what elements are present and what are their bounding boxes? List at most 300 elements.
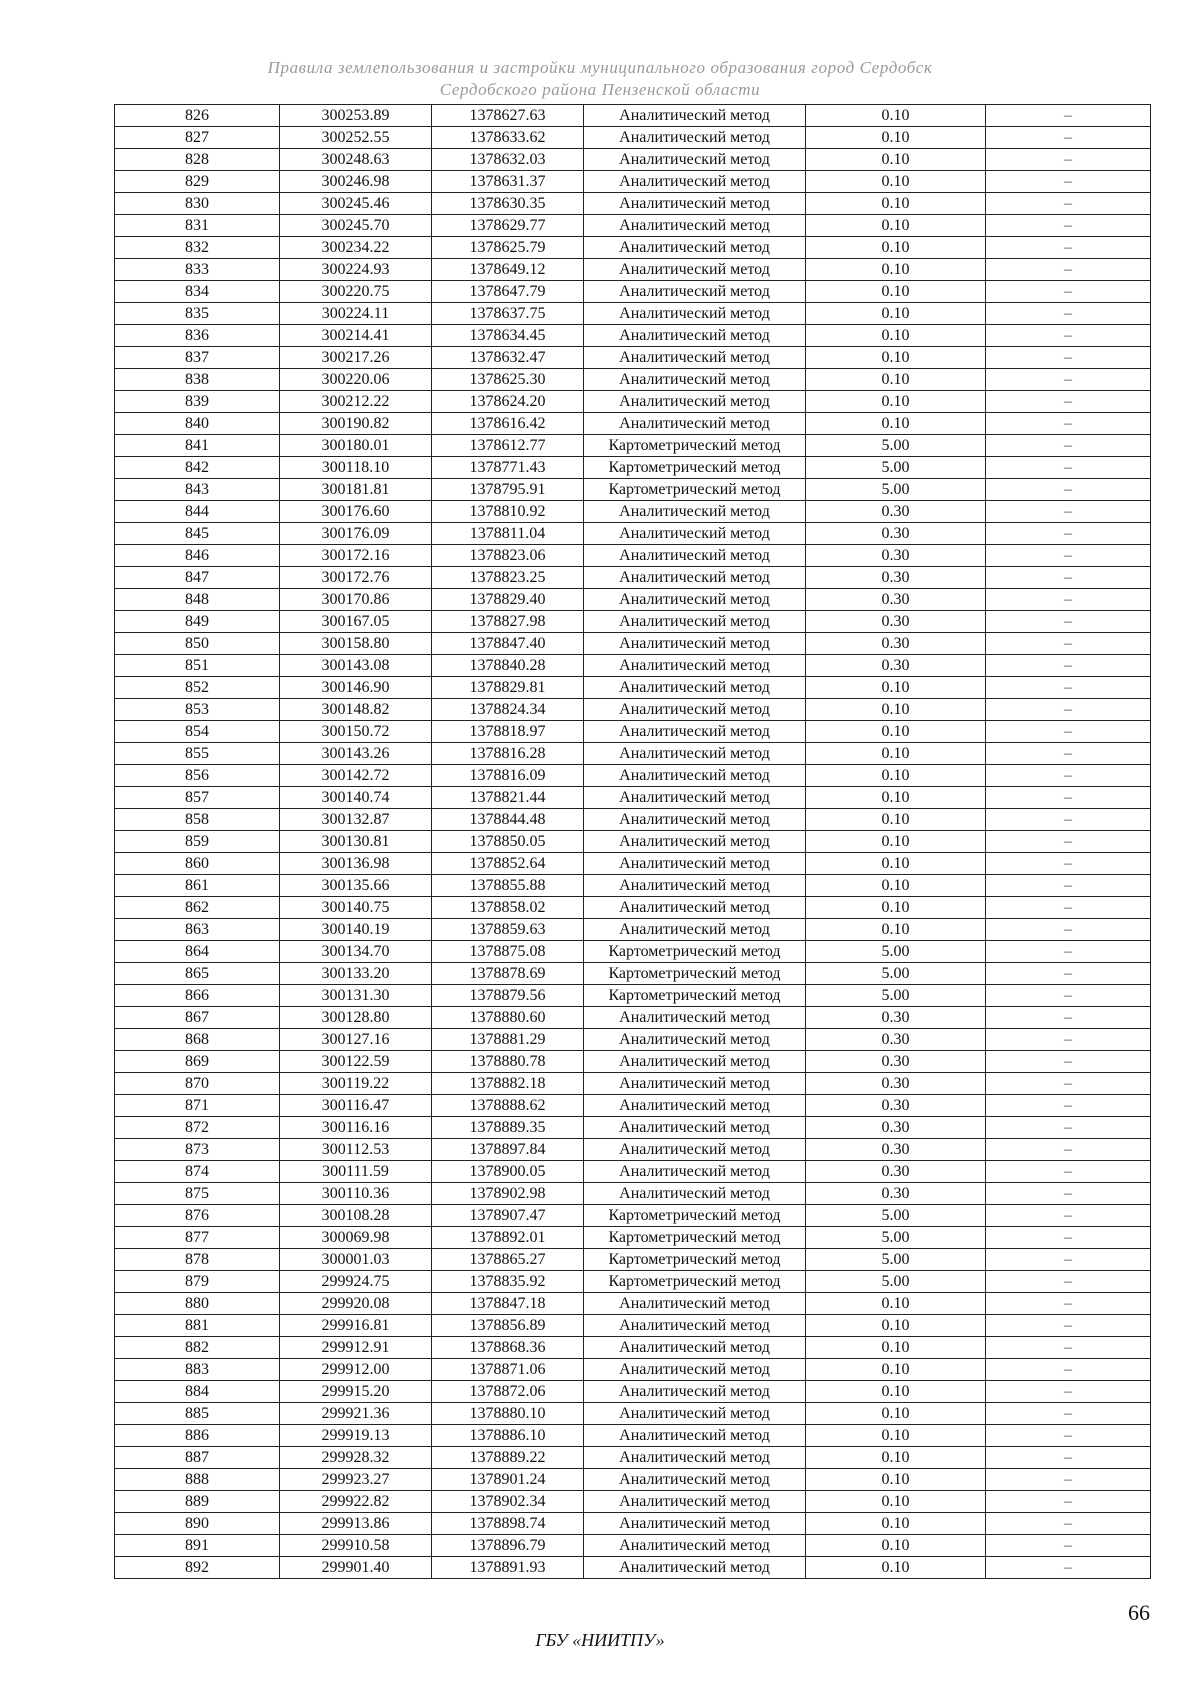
description-cell: – — [986, 787, 1151, 809]
accuracy-cell: 0.10 — [806, 721, 986, 743]
x-coordinate-cell: 300131.30 — [280, 985, 432, 1007]
table-row — [115, 655, 1151, 677]
accuracy-cell: 5.00 — [806, 435, 986, 457]
description-cell: – — [986, 259, 1151, 281]
point-number-cell: 848 — [115, 589, 280, 611]
description-cell: – — [986, 523, 1151, 545]
point-number-cell: 888 — [115, 1469, 280, 1491]
point-number-cell: 860 — [115, 853, 280, 875]
point-number-cell: 889 — [115, 1491, 280, 1513]
point-number-cell: 844 — [115, 501, 280, 523]
table-row — [115, 919, 1151, 941]
y-coordinate-cell: 1378827.98 — [432, 611, 584, 633]
accuracy-cell: 0.10 — [806, 369, 986, 391]
x-coordinate-cell: 300140.19 — [280, 919, 432, 941]
x-coordinate-cell: 299923.27 — [280, 1469, 432, 1491]
description-cell: – — [986, 1007, 1151, 1029]
table-row — [115, 1183, 1151, 1205]
method-cell: Аналитический метод — [584, 215, 806, 237]
point-number-cell: 880 — [115, 1293, 280, 1315]
description-cell: – — [986, 1403, 1151, 1425]
point-number-cell: 827 — [115, 127, 280, 149]
point-number-cell: 845 — [115, 523, 280, 545]
description-cell: – — [986, 1161, 1151, 1183]
y-coordinate-cell: 1378634.45 — [432, 325, 584, 347]
y-coordinate-cell: 1378902.34 — [432, 1491, 584, 1513]
method-cell: Аналитический метод — [584, 1447, 806, 1469]
method-cell: Аналитический метод — [584, 523, 806, 545]
x-coordinate-cell: 300135.66 — [280, 875, 432, 897]
method-cell: Аналитический метод — [584, 347, 806, 369]
method-cell: Картометрический метод — [584, 435, 806, 457]
point-number-cell: 878 — [115, 1249, 280, 1271]
table-row — [115, 1447, 1151, 1469]
method-cell: Аналитический метод — [584, 281, 806, 303]
x-coordinate-cell: 300119.22 — [280, 1073, 432, 1095]
y-coordinate-cell: 1378649.12 — [432, 259, 584, 281]
y-coordinate-cell: 1378882.18 — [432, 1073, 584, 1095]
accuracy-cell: 0.30 — [806, 1117, 986, 1139]
table-row — [115, 1491, 1151, 1513]
description-cell: – — [986, 1271, 1151, 1293]
x-coordinate-cell: 300116.16 — [280, 1117, 432, 1139]
description-cell: – — [986, 1491, 1151, 1513]
table-row — [115, 545, 1151, 567]
x-coordinate-cell: 300116.47 — [280, 1095, 432, 1117]
table-row — [115, 237, 1151, 259]
accuracy-cell: 0.30 — [806, 589, 986, 611]
table-row — [115, 1557, 1151, 1579]
description-cell: – — [986, 875, 1151, 897]
table-row — [115, 1403, 1151, 1425]
y-coordinate-cell: 1378847.40 — [432, 633, 584, 655]
description-cell: – — [986, 919, 1151, 941]
y-coordinate-cell: 1378631.37 — [432, 171, 584, 193]
y-coordinate-cell: 1378868.36 — [432, 1337, 584, 1359]
x-coordinate-cell: 299921.36 — [280, 1403, 432, 1425]
table-row — [115, 1227, 1151, 1249]
description-cell: – — [986, 149, 1151, 171]
method-cell: Аналитический метод — [584, 149, 806, 171]
point-number-cell: 849 — [115, 611, 280, 633]
accuracy-cell: 0.30 — [806, 633, 986, 655]
table-row — [115, 875, 1151, 897]
y-coordinate-cell: 1378896.79 — [432, 1535, 584, 1557]
description-cell: – — [986, 237, 1151, 259]
x-coordinate-cell: 299910.58 — [280, 1535, 432, 1557]
y-coordinate-cell: 1378823.06 — [432, 545, 584, 567]
x-coordinate-cell: 300212.22 — [280, 391, 432, 413]
method-cell: Картометрический метод — [584, 1205, 806, 1227]
y-coordinate-cell: 1378824.34 — [432, 699, 584, 721]
table-row — [115, 941, 1151, 963]
description-cell: – — [986, 1425, 1151, 1447]
method-cell: Аналитический метод — [584, 259, 806, 281]
table-row — [115, 1029, 1151, 1051]
x-coordinate-cell: 300253.89 — [280, 105, 432, 127]
accuracy-cell: 0.30 — [806, 1183, 986, 1205]
table-row — [115, 743, 1151, 765]
y-coordinate-cell: 1378829.40 — [432, 589, 584, 611]
point-number-cell: 873 — [115, 1139, 280, 1161]
method-cell: Аналитический метод — [584, 919, 806, 941]
method-cell: Аналитический метод — [584, 809, 806, 831]
x-coordinate-cell: 300245.70 — [280, 215, 432, 237]
y-coordinate-cell: 1378795.91 — [432, 479, 584, 501]
description-cell: – — [986, 1469, 1151, 1491]
coordinates-table — [114, 104, 1151, 1579]
point-number-cell: 852 — [115, 677, 280, 699]
method-cell: Аналитический метод — [584, 655, 806, 677]
point-number-cell: 876 — [115, 1205, 280, 1227]
description-cell: – — [986, 567, 1151, 589]
description-cell: – — [986, 743, 1151, 765]
accuracy-cell: 0.10 — [806, 347, 986, 369]
y-coordinate-cell: 1378624.20 — [432, 391, 584, 413]
x-coordinate-cell: 300181.81 — [280, 479, 432, 501]
table-row — [115, 325, 1151, 347]
x-coordinate-cell: 300190.82 — [280, 413, 432, 435]
y-coordinate-cell: 1378859.63 — [432, 919, 584, 941]
table-row — [115, 1249, 1151, 1271]
table-row — [115, 633, 1151, 655]
description-cell: – — [986, 831, 1151, 853]
description-cell: – — [986, 1117, 1151, 1139]
table-row — [115, 1381, 1151, 1403]
description-cell: – — [986, 721, 1151, 743]
accuracy-cell: 0.10 — [806, 171, 986, 193]
method-cell: Аналитический метод — [584, 1491, 806, 1513]
accuracy-cell: 5.00 — [806, 941, 986, 963]
accuracy-cell: 0.10 — [806, 1513, 986, 1535]
y-coordinate-cell: 1378855.88 — [432, 875, 584, 897]
point-number-cell: 882 — [115, 1337, 280, 1359]
method-cell: Аналитический метод — [584, 1337, 806, 1359]
y-coordinate-cell: 1378771.43 — [432, 457, 584, 479]
table-row — [115, 1051, 1151, 1073]
point-number-cell: 883 — [115, 1359, 280, 1381]
description-cell: – — [986, 347, 1151, 369]
accuracy-cell: 0.10 — [806, 193, 986, 215]
x-coordinate-cell: 300248.63 — [280, 149, 432, 171]
y-coordinate-cell: 1378878.69 — [432, 963, 584, 985]
description-cell: – — [986, 281, 1151, 303]
method-cell: Аналитический метод — [584, 1381, 806, 1403]
y-coordinate-cell: 1378629.77 — [432, 215, 584, 237]
x-coordinate-cell: 300224.93 — [280, 259, 432, 281]
x-coordinate-cell: 300214.41 — [280, 325, 432, 347]
y-coordinate-cell: 1378844.48 — [432, 809, 584, 831]
x-coordinate-cell: 300158.80 — [280, 633, 432, 655]
y-coordinate-cell: 1378907.47 — [432, 1205, 584, 1227]
point-number-cell: 826 — [115, 105, 280, 127]
y-coordinate-cell: 1378810.92 — [432, 501, 584, 523]
method-cell: Аналитический метод — [584, 369, 806, 391]
table-row — [115, 985, 1151, 1007]
table-row — [115, 765, 1151, 787]
method-cell: Аналитический метод — [584, 1007, 806, 1029]
point-number-cell: 865 — [115, 963, 280, 985]
y-coordinate-cell: 1378900.05 — [432, 1161, 584, 1183]
accuracy-cell: 0.10 — [806, 1403, 986, 1425]
accuracy-cell: 0.10 — [806, 303, 986, 325]
x-coordinate-cell: 300220.75 — [280, 281, 432, 303]
accuracy-cell: 0.10 — [806, 1381, 986, 1403]
point-number-cell: 862 — [115, 897, 280, 919]
point-number-cell: 837 — [115, 347, 280, 369]
accuracy-cell: 0.10 — [806, 831, 986, 853]
point-number-cell: 874 — [115, 1161, 280, 1183]
y-coordinate-cell: 1378902.98 — [432, 1183, 584, 1205]
accuracy-cell: 0.30 — [806, 1029, 986, 1051]
accuracy-cell: 0.10 — [806, 413, 986, 435]
x-coordinate-cell: 299928.32 — [280, 1447, 432, 1469]
method-cell: Аналитический метод — [584, 1095, 806, 1117]
method-cell: Аналитический метод — [584, 501, 806, 523]
accuracy-cell: 0.10 — [806, 1315, 986, 1337]
method-cell: Аналитический метод — [584, 1359, 806, 1381]
accuracy-cell: 0.10 — [806, 259, 986, 281]
table-row — [115, 1161, 1151, 1183]
method-cell: Аналитический метод — [584, 127, 806, 149]
method-cell: Аналитический метод — [584, 413, 806, 435]
table-row — [115, 105, 1151, 127]
description-cell: – — [986, 809, 1151, 831]
table-row — [115, 831, 1151, 853]
y-coordinate-cell: 1378847.18 — [432, 1293, 584, 1315]
point-number-cell: 838 — [115, 369, 280, 391]
point-number-cell: 843 — [115, 479, 280, 501]
x-coordinate-cell: 300148.82 — [280, 699, 432, 721]
point-number-cell: 834 — [115, 281, 280, 303]
method-cell: Аналитический метод — [584, 589, 806, 611]
accuracy-cell: 0.10 — [806, 105, 986, 127]
point-number-cell: 833 — [115, 259, 280, 281]
x-coordinate-cell: 300140.74 — [280, 787, 432, 809]
running-header-line-1: Правила землепользования и застройки муниципального образования город Сердобск — [267, 58, 933, 77]
table-row — [115, 1205, 1151, 1227]
y-coordinate-cell: 1378889.35 — [432, 1117, 584, 1139]
y-coordinate-cell: 1378856.89 — [432, 1315, 584, 1337]
y-coordinate-cell: 1378632.47 — [432, 347, 584, 369]
x-coordinate-cell: 300140.75 — [280, 897, 432, 919]
point-number-cell: 842 — [115, 457, 280, 479]
method-cell: Аналитический метод — [584, 699, 806, 721]
method-cell: Аналитический метод — [584, 303, 806, 325]
description-cell: – — [986, 391, 1151, 413]
x-coordinate-cell: 300001.03 — [280, 1249, 432, 1271]
table-row — [115, 457, 1151, 479]
y-coordinate-cell: 1378816.28 — [432, 743, 584, 765]
point-number-cell: 886 — [115, 1425, 280, 1447]
description-cell: – — [986, 171, 1151, 193]
accuracy-cell: 0.30 — [806, 523, 986, 545]
accuracy-cell: 0.30 — [806, 1051, 986, 1073]
accuracy-cell: 0.10 — [806, 281, 986, 303]
table-row — [115, 1271, 1151, 1293]
table-row — [115, 677, 1151, 699]
x-coordinate-cell: 299922.82 — [280, 1491, 432, 1513]
method-cell: Аналитический метод — [584, 1161, 806, 1183]
x-coordinate-cell: 300133.20 — [280, 963, 432, 985]
accuracy-cell: 0.30 — [806, 1007, 986, 1029]
point-number-cell: 857 — [115, 787, 280, 809]
x-coordinate-cell: 300111.59 — [280, 1161, 432, 1183]
y-coordinate-cell: 1378892.01 — [432, 1227, 584, 1249]
x-coordinate-cell: 299913.86 — [280, 1513, 432, 1535]
method-cell: Аналитический метод — [584, 105, 806, 127]
point-number-cell: 847 — [115, 567, 280, 589]
point-number-cell: 835 — [115, 303, 280, 325]
y-coordinate-cell: 1378886.10 — [432, 1425, 584, 1447]
description-cell: – — [986, 1513, 1151, 1535]
accuracy-cell: 5.00 — [806, 1205, 986, 1227]
description-cell: – — [986, 1095, 1151, 1117]
y-coordinate-cell: 1378898.74 — [432, 1513, 584, 1535]
x-coordinate-cell: 300246.98 — [280, 171, 432, 193]
y-coordinate-cell: 1378880.10 — [432, 1403, 584, 1425]
point-number-cell: 879 — [115, 1271, 280, 1293]
accuracy-cell: 0.30 — [806, 1161, 986, 1183]
accuracy-cell: 0.30 — [806, 545, 986, 567]
point-number-cell: 851 — [115, 655, 280, 677]
x-coordinate-cell: 300252.55 — [280, 127, 432, 149]
description-cell: – — [986, 897, 1151, 919]
point-number-cell: 856 — [115, 765, 280, 787]
method-cell: Аналитический метод — [584, 1139, 806, 1161]
page-number: 66 — [1128, 1600, 1150, 1625]
y-coordinate-cell: 1378850.05 — [432, 831, 584, 853]
point-number-cell: 830 — [115, 193, 280, 215]
table-row — [115, 127, 1151, 149]
x-coordinate-cell: 300176.09 — [280, 523, 432, 545]
point-number-cell: 871 — [115, 1095, 280, 1117]
description-cell: – — [986, 1073, 1151, 1095]
method-cell: Аналитический метод — [584, 875, 806, 897]
table-row — [115, 1073, 1151, 1095]
accuracy-cell: 0.30 — [806, 1139, 986, 1161]
description-cell: – — [986, 1359, 1151, 1381]
table-row — [115, 149, 1151, 171]
method-cell: Картометрический метод — [584, 941, 806, 963]
description-cell: – — [986, 985, 1151, 1007]
x-coordinate-cell: 300142.72 — [280, 765, 432, 787]
method-cell: Аналитический метод — [584, 1183, 806, 1205]
method-cell: Картометрический метод — [584, 963, 806, 985]
x-coordinate-cell: 300069.98 — [280, 1227, 432, 1249]
table-row — [115, 1095, 1151, 1117]
y-coordinate-cell: 1378871.06 — [432, 1359, 584, 1381]
accuracy-cell: 5.00 — [806, 479, 986, 501]
accuracy-cell: 0.30 — [806, 655, 986, 677]
table-row — [115, 1007, 1151, 1029]
description-cell: – — [986, 545, 1151, 567]
method-cell: Аналитический метод — [584, 1315, 806, 1337]
point-number-cell: 864 — [115, 941, 280, 963]
description-cell: – — [986, 1183, 1151, 1205]
description-cell: – — [986, 853, 1151, 875]
table-row — [115, 1513, 1151, 1535]
method-cell: Аналитический метод — [584, 171, 806, 193]
table-row — [115, 259, 1151, 281]
x-coordinate-cell: 300170.86 — [280, 589, 432, 611]
method-cell: Аналитический метод — [584, 1425, 806, 1447]
y-coordinate-cell: 1378897.84 — [432, 1139, 584, 1161]
accuracy-cell: 0.10 — [806, 1337, 986, 1359]
point-number-cell: 887 — [115, 1447, 280, 1469]
point-number-cell: 881 — [115, 1315, 280, 1337]
x-coordinate-cell: 300245.46 — [280, 193, 432, 215]
accuracy-cell: 0.30 — [806, 1095, 986, 1117]
table-row — [115, 347, 1151, 369]
accuracy-cell: 0.10 — [806, 809, 986, 831]
table-row — [115, 1337, 1151, 1359]
x-coordinate-cell: 299924.75 — [280, 1271, 432, 1293]
accuracy-cell: 0.10 — [806, 897, 986, 919]
point-number-cell: 861 — [115, 875, 280, 897]
y-coordinate-cell: 1378823.25 — [432, 567, 584, 589]
x-coordinate-cell: 300132.87 — [280, 809, 432, 831]
method-cell: Аналитический метод — [584, 721, 806, 743]
point-number-cell: 868 — [115, 1029, 280, 1051]
table-row — [115, 171, 1151, 193]
accuracy-cell: 0.10 — [806, 1469, 986, 1491]
accuracy-cell: 0.10 — [806, 1535, 986, 1557]
method-cell: Аналитический метод — [584, 237, 806, 259]
x-coordinate-cell: 299912.91 — [280, 1337, 432, 1359]
y-coordinate-cell: 1378880.60 — [432, 1007, 584, 1029]
accuracy-cell: 0.10 — [806, 149, 986, 171]
point-number-cell: 839 — [115, 391, 280, 413]
y-coordinate-cell: 1378879.56 — [432, 985, 584, 1007]
description-cell: – — [986, 1535, 1151, 1557]
accuracy-cell: 0.10 — [806, 237, 986, 259]
description-cell: – — [986, 215, 1151, 237]
point-number-cell: 831 — [115, 215, 280, 237]
table-row — [115, 1293, 1151, 1315]
x-coordinate-cell: 300143.08 — [280, 655, 432, 677]
accuracy-cell: 0.10 — [806, 1557, 986, 1579]
y-coordinate-cell: 1378835.92 — [432, 1271, 584, 1293]
y-coordinate-cell: 1378633.62 — [432, 127, 584, 149]
x-coordinate-cell: 300167.05 — [280, 611, 432, 633]
accuracy-cell: 0.10 — [806, 699, 986, 721]
x-coordinate-cell: 299916.81 — [280, 1315, 432, 1337]
x-coordinate-cell: 300143.26 — [280, 743, 432, 765]
description-cell: – — [986, 1205, 1151, 1227]
x-coordinate-cell: 300224.11 — [280, 303, 432, 325]
point-number-cell: 841 — [115, 435, 280, 457]
footer-organization: ГБУ «НИИТПУ» — [535, 1630, 665, 1650]
x-coordinate-cell: 300220.06 — [280, 369, 432, 391]
x-coordinate-cell: 299915.20 — [280, 1381, 432, 1403]
x-coordinate-cell: 300172.16 — [280, 545, 432, 567]
point-number-cell: 846 — [115, 545, 280, 567]
description-cell: – — [986, 963, 1151, 985]
table-row — [115, 303, 1151, 325]
description-cell: – — [986, 677, 1151, 699]
point-number-cell: 855 — [115, 743, 280, 765]
y-coordinate-cell: 1378627.63 — [432, 105, 584, 127]
point-number-cell: 892 — [115, 1557, 280, 1579]
description-cell: – — [986, 501, 1151, 523]
method-cell: Аналитический метод — [584, 567, 806, 589]
x-coordinate-cell: 299901.40 — [280, 1557, 432, 1579]
point-number-cell: 828 — [115, 149, 280, 171]
accuracy-cell: 5.00 — [806, 457, 986, 479]
y-coordinate-cell: 1378630.35 — [432, 193, 584, 215]
method-cell: Аналитический метод — [584, 633, 806, 655]
